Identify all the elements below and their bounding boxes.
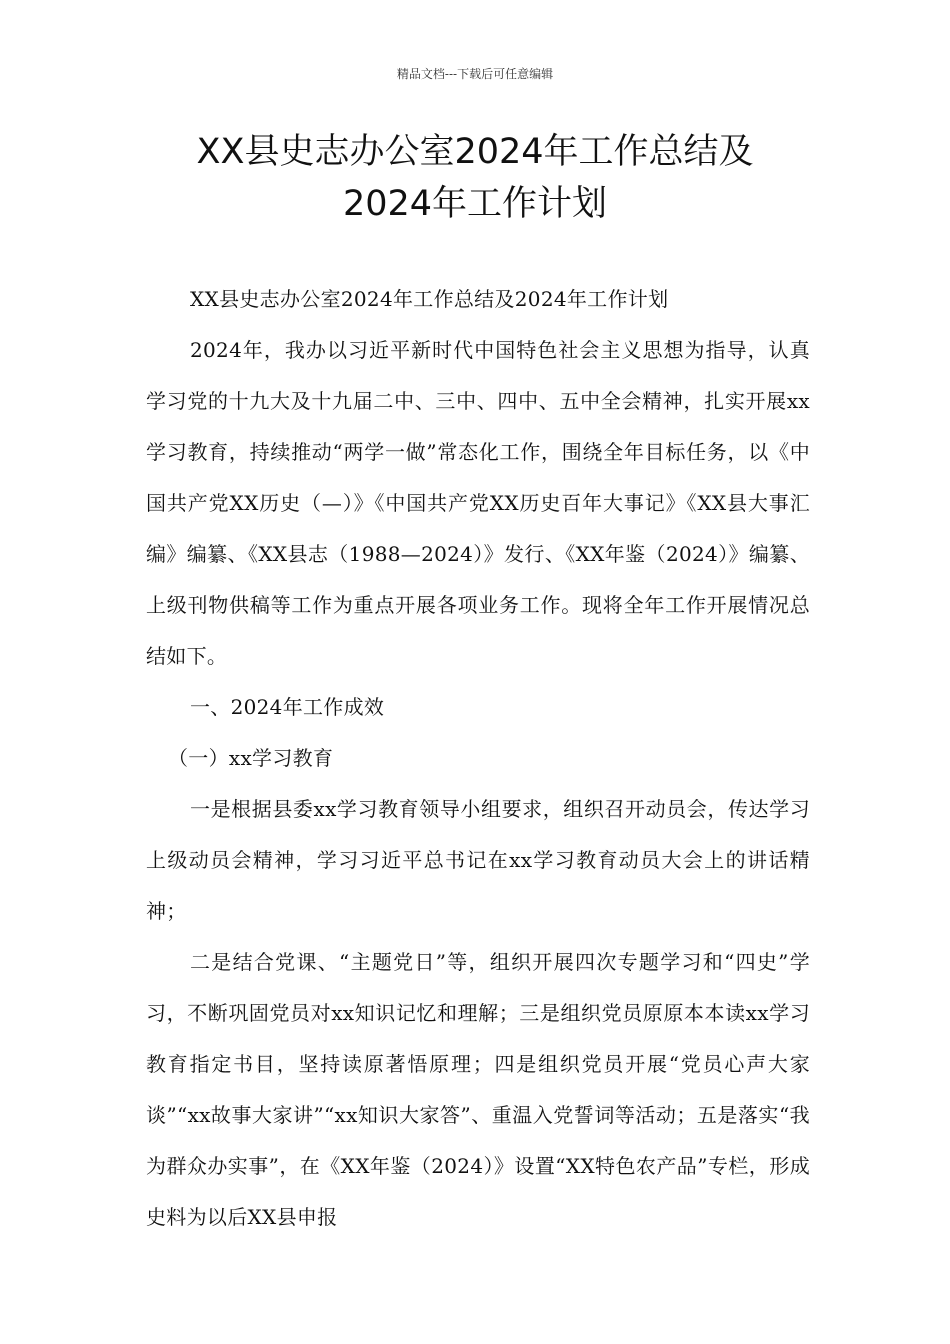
header-note: 精品文档---下载后可任意编辑 bbox=[396, 67, 554, 81]
body-paragraph-intro: 2024年，我办以习近平新时代中国特色社会主义思想为指导，认真学习党的十九大及十九届二中、三中、四中、五中全会精神，扎实开展xx学习教育，持续推动“两学一做”常态化工作，围绕全年目标任务，以《中国共产党XX历史（—）》《中国共产党XX历史百年大事记》《XX县大事汇编》编纂、《XX县志（1988—2024）》发行、《XX年鉴（2024）》编纂、上级刊物供稿等工作为重点开展各项业务工作。现将全年工作开展情况总结如下。 bbox=[146, 338, 810, 668]
body-paragraph-subtitle: XX县史志办公室2024年工作总结及2024年工作计划 bbox=[190, 287, 669, 311]
document-body bbox=[146, 274, 810, 1243]
document-title bbox=[120, 126, 830, 230]
body-paragraph-item-1: 一是根据县委xx学习教育领导小组要求，组织召开动员会，传达学习上级动员会精神，学习习近平总书记在xx学习教育动员大会上的讲话精神； bbox=[146, 797, 810, 923]
subsection-heading-study: （一）xx学习教育 bbox=[168, 746, 334, 770]
title-line-1: XX县史志办公室2024年工作总结及 bbox=[196, 132, 754, 172]
body-paragraph-item-2: 二是结合党课、“主题党日”等，组织开展四次专题学习和“四史”学习，不断巩固党员对xx知识记忆和理解；三是组织党员原原本本读xx学习教育指定书目，坚持读原著悟原理；四是组织党员开展“党员心声大家谈”“xx故事大家讲”“xx知识大家答”、重温入党誓词等活动；五是落实“我为群众办实事”，在《XX年鉴（2024）》设置“XX特色农产品”专栏，形成史料为以后XX县申报 bbox=[146, 950, 810, 1229]
title-line-2: 2024年工作计划 bbox=[342, 184, 608, 224]
section-heading-achievements: 一、2024年工作成效 bbox=[190, 695, 385, 719]
